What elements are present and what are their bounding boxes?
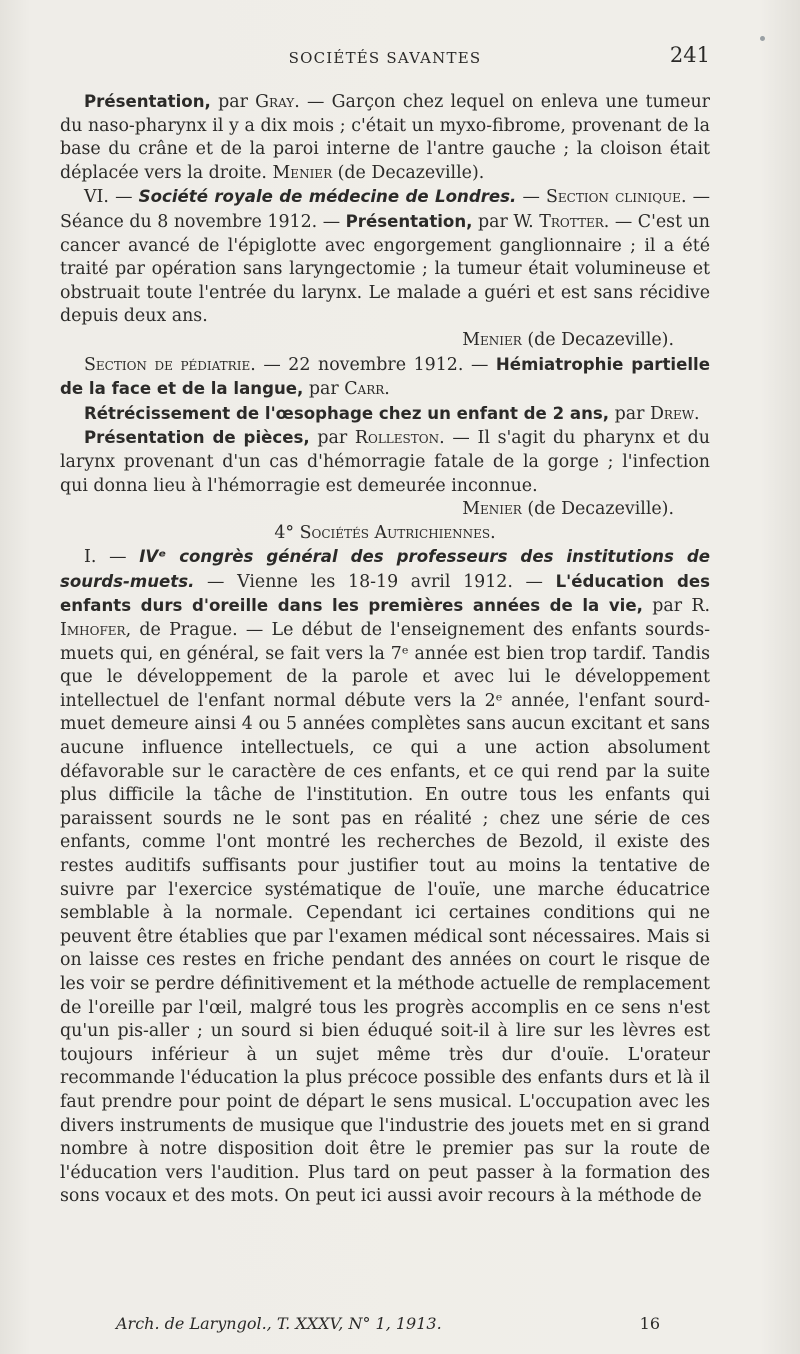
article-body — [60, 90, 710, 1209]
paper-speck — [760, 36, 765, 41]
sheet-number: 16 — [639, 1314, 660, 1333]
signature: Menier (de Decazeville). — [462, 499, 674, 520]
author-name: Imhofer — [60, 620, 126, 641]
section-name: Section clinique — [546, 187, 681, 208]
section-name: Section de pédiatrie — [84, 354, 251, 375]
paragraph-royal-society: VI. — Société royale de médecine de Londres. — Section clinique. — Séance du 8 novembre 1912. — Présentation, par W. Trotter. — C'est un cancer avancé de l'épiglotte avec engorgement ganglionnaire ; il a été traité par opération sans laryngectomie ; la tumeur était volumineuse et obstruait toute l'entrée du larynx. Le malade a guéri et est sans récidive depuis deux ans. — [60, 187, 711, 327]
paragraph-gray-presentation: Présentation, par Gray. — Garçon chez lequel on enleva une tumeur du naso-pharynx il y a dix mois ; c'était un myxo-fibrome, provenant de la base du crâne et de la paroi interne de l'antre gauche ; la cloison était déplacée vers la droite. Menier (de Decazeville). — [60, 92, 710, 183]
signature: Menier (de Decazeville). — [462, 329, 674, 350]
paragraph-text: . — Il s'agit du pharynx et du larynx provenant d'un cas d'hémorragie fatale de la gorge ; l'infection qui donna lieu à l'hémorragie est demeurée inconnue. — [60, 428, 710, 496]
author-name: Carr — [344, 379, 385, 400]
page-header — [60, 45, 710, 79]
entry-title: L'éducation des enfants durs d'oreille dans les premières années de la vie, — [60, 571, 710, 616]
page-number: 241 — [669, 43, 710, 67]
paragraph-imhofer: I. — IVᵉ congrès général des professeurs des institutions de sourds-muets. — Vienne les 18-19 avril 1912. — L'éducation des enfants durs d'oreille dans les premières années de la vie, par R. Imhofer, de Prague. — Le début de l'enseignement des enfants sourds-muets qui, en général, se fait vers la 7ᵉ année est bien trop tardif. Tandis que le développement de la parole et avec lui le développement intellectuel de l'enfant normal débute vers la 2ᵉ année, l'enfant sourd-muet demeure ainsi 4 ou 5 années complètes sans aucun excitant et sans aucune influence intellectuels, ce qui a une action absolument défavorable sur le caractère de ces enfants, et ce qui rend par la suite plus difficile la tâche de l'institution. En outre tous les enfants qui paraissent sourds ne le sont pas en réalité ; chez une série de ces enfants, comme l'ont montré les recherches de Bezold, il existe des restes auditifs suffisants pour justifier tout au moins la tentative de suivre par l'exercice systématique de l'ouïe, une marche éducatrice semblable à la normale. Cependant ici certaines conditions qui ne peuvent être établies que par l'examen médical sont nécessaires. Mais si on laisse ces restes en friche pendant des années on court le risque de les voir se perdre définitivement et la méthode actuelle de remplacement de l'oreille par l'œil, malgré tous les progrès accomplis en ce sens n'est qu'un pis-aller ; un sourd si bien éduqué soit-il à lire sur les lèvres est toujours inférieur à un sujet même très dur d'ouïe. L'orateur recommande l'éducation la plus précoce possible des enfants durs et là il faut prendre pour point de départ le sens musical. L'occupation avec les divers instruments de musique que l'industrie des jouets met en si grand nombre à notre disposition doit être le premier pas sur la route de l'éducation vers l'audition. Plus tard on peut passer à la formation des sons vocaux et des mots. On peut ici aussi avoir recours à la méthode de — [60, 547, 710, 1207]
paragraph-text: . — C'est un cancer avancé de l'épiglotte avec engorgement ganglionnaire ; il a été traité par opération sans laryngectomie ; la tumeur était volumineuse et obstruait toute l'entrée du larynx. Le malade a guéri et est sans récidive depuis deux ans. — [60, 211, 710, 327]
congress-name: IVᵉ congrès général des professeurs des institutions de sourds-muets. — [60, 547, 710, 591]
paragraph-text: . — Garçon chez lequel on enleva une tumeur du naso-pharynx il y a dix mois ; c'était un myxo-fibrome, provenant de la base du crâne et de la paroi interne de l'antre gauche ; la cloison était déplacée vers la droite. — [60, 92, 710, 183]
entry-title: Hémiatrophie partielle de la face et de la langue, — [60, 354, 710, 399]
author-name: Rolleston — [354, 428, 440, 449]
author-name: Trotter — [539, 211, 604, 232]
author-name: Drew — [649, 403, 695, 424]
running-title: SOCIÉTÉS SAVANTES — [288, 49, 482, 67]
paragraph-pediatrics-section: Section de pédiatrie. — 22 novembre 1912. — Hémiatrophie partielle de la face et de la langue, par Carr. — [60, 354, 710, 400]
entry-title: Présentation de pièces, — [84, 428, 310, 448]
paragraph-drew: Rétrécissement de l'œsophage chez un enfant de 2 ans, par Drew. — [84, 403, 700, 424]
society-name: Société royale de médecine de Londres. — [138, 187, 517, 207]
page-footer — [60, 1314, 710, 1338]
author-name: Gray — [255, 92, 295, 112]
entry-title: Présentation, — [84, 92, 211, 111]
paragraph-rolleston: Présentation de pièces, par Rolleston. — Il s'agit du pharynx et du larynx provenant d'un cas d'hémorragie fatale de la gorge ; l'infection qui donna lieu à l'hémorragie est demeurée inconnue. — [60, 428, 710, 496]
section-heading: 4° Sociétés Autrichiennes. — [274, 522, 496, 543]
journal-citation: Arch. de Laryngol., T. XXXV, N° 1, 1913. — [116, 1314, 442, 1333]
entry-title: Rétrécissement de l'œsophage chez un enfant de 2 ans, — [84, 403, 610, 423]
paragraph-text: , de Prague. — Le début de l'enseignement des enfants sourds-muets qui, en général, se fait vers la 7ᵉ année est bien trop tardif. Tandis que le développement de la parole et avec lui le développement intellectuel de l'enfant normal débute vers la 2ᵉ année, l'enfant sourd-muet demeure ainsi 4 ou 5 années complètes sans aucun excitant et sans aucune influence intellectuels, ce qui a une action absolument défavorable sur le caractère de ces enfants, et ce qui rend par la suite plus difficile la tâche de l'institution. En outre tous les enfants qui paraissent sourds ne le sont pas en réalité ; chez une série de ces enfants, comme l'ont montré les recherches de Bezold, il existe des restes auditifs suffisants pour justifier tout au moins la tentative de suivre par l'exercice systématique de l'ouïe, une marche éducatrice semblable à la normale. Cependant ici certaines conditions qui ne peuvent être établies que par l'examen médical sont nécessaires. Mais si on laisse ces restes en friche pendant des années on court le risque de les voir se perdre définitivement et la méthode actuelle de remplacement de l'oreille par l'œil, malgré tous les progrès accomplis en ce sens n'est qu'un pis-aller ; un sourd si bien éduqué soit-il à lire sur les lèvres est toujours inférieur à un sujet même très dur d'ouïe. L'orateur recommande l'éducation la plus précoce possible des enfants durs et là il faut prendre pour point de départ le sens musical. L'occupation avec les divers instruments de musique que l'industrie des jouets met en si grand nombre à notre disposition doit être le premier pas sur la route de l'éducation vers l'audition. Plus tard on peut passer à la formation des sons vocaux et des mots. On peut ici aussi avoir recours à la méthode de — [60, 620, 710, 1207]
reporter-name: Menier — [272, 162, 333, 183]
entry-title: Présentation, — [345, 211, 473, 231]
